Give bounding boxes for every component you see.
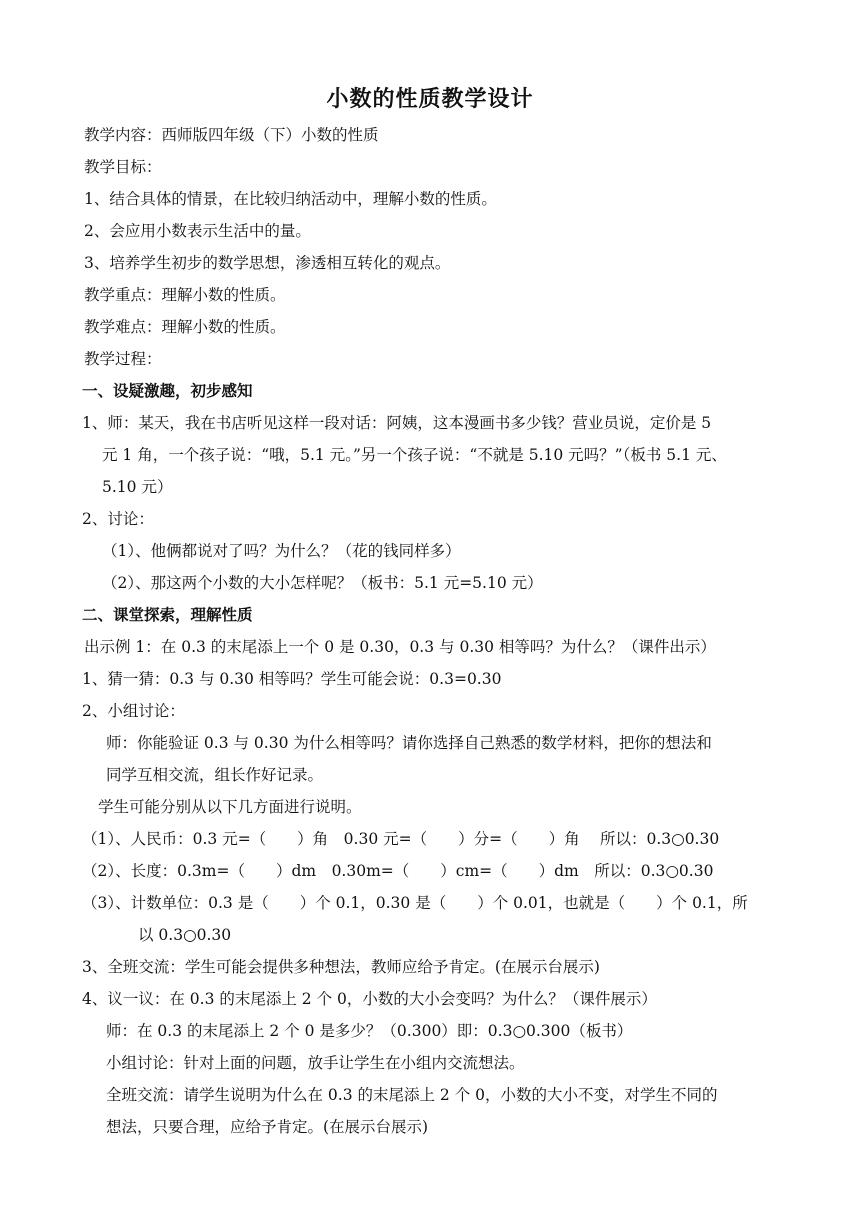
paragraph-line: 想法，只要合理，应给予肯定。(在展示台展示) bbox=[106, 1118, 429, 1136]
paragraph-line: 4、议一议：在 0.3 的末尾添上 2 个 0，小数的大小会变吗？为什么？（课件展示） bbox=[82, 990, 657, 1008]
section-heading: 一、设疑激趣，初步感知 bbox=[82, 382, 253, 400]
method-line: （1）、人民币：0.3 元=（ ）角 0.30 元=（ ）分=（ ）角 所以：0.3○0.30 bbox=[82, 830, 720, 848]
paragraph-line: 元 1 角，一个孩子说：“哦，5.1 元。”另一个孩子说：“不就是 5.10 元吗？”（板书 5.1 元、 bbox=[102, 446, 727, 464]
paragraph-line: 全班交流：请学生说明为什么在 0.3 的末尾添上 2 个 0，小数的大小不变，对学生不同的 bbox=[106, 1086, 718, 1104]
section-heading: 二、课堂探索，理解性质 bbox=[82, 606, 253, 624]
process-heading: 教学过程： bbox=[84, 350, 162, 368]
method-line: 以 0.3○0.30 bbox=[138, 926, 232, 944]
paragraph-line: 学生可能分别从以下几方面进行说明。 bbox=[98, 798, 362, 816]
teaching-goals-heading: 教学目标： bbox=[84, 158, 162, 176]
question-line: （2）、那这两个小数的大小怎样呢？（板书：5.1 元=5.10 元） bbox=[102, 574, 543, 592]
paragraph-line: 1、师：某天，我在书店听见这样一段对话：阿姨，这本漫画书多少钱？营业员说，定价是 5 bbox=[82, 414, 712, 432]
paragraph-line: 师：在 0.3 的末尾添上 2 个 0 是多少？（0.300）即：0.3○0.300（板书） bbox=[106, 1022, 633, 1040]
goal-item: 2、会应用小数表示生活中的量。 bbox=[84, 222, 311, 240]
paragraph-line: 同学互相交流，组长作好记录。 bbox=[106, 766, 324, 784]
paragraph-line: 小组讨论：针对上面的问题，放手让学生在小组内交流想法。 bbox=[106, 1054, 525, 1072]
paragraph-line: 2、讨论： bbox=[82, 510, 154, 528]
question-line: （1）、他俩都说对了吗？为什么？（花的钱同样多） bbox=[102, 542, 461, 560]
document-title: 小数的性质教学设计 bbox=[326, 87, 534, 112]
paragraph-line: 3、全班交流：学生可能会提供多种想法，教师应给予肯定。(在展示台展示) bbox=[82, 958, 600, 976]
method-line: （2）、长度：0.3m=（ ）dm 0.30m=（ ）cm=（ ）dm 所以：0.3○0.30 bbox=[82, 862, 714, 880]
difficulty-line: 教学难点：理解小数的性质。 bbox=[84, 318, 286, 336]
paragraph-line: 1、猜一猜：0.3 与 0.30 相等吗？学生可能会说：0.3=0.30 bbox=[82, 670, 502, 688]
method-line: （3）、计数单位：0.3 是（ ）个 0.1，0.30 是（ ）个 0.01，也就是（ ）个 0.1，所 bbox=[82, 894, 748, 912]
paragraph-line: 师：你能验证 0.3 与 0.30 为什么相等吗？请你选择自己熟悉的数学材料，把你的想法和 bbox=[106, 734, 712, 752]
paragraph-line: 2、小组讨论： bbox=[82, 702, 185, 720]
example-line: 出示例 1：在 0.3 的末尾添上一个 0 是 0.30，0.3 与 0.30 相等吗？为什么？（课件出示） bbox=[84, 638, 716, 656]
paragraph-line: 5.10 元） bbox=[102, 478, 173, 496]
goal-item: 1、结合具体的情景，在比较归纳活动中，理解小数的性质。 bbox=[84, 190, 497, 208]
teaching-content-line: 教学内容：西师版四年级（下）小数的性质 bbox=[84, 126, 379, 144]
goal-item: 3、培养学生初步的数学思想，渗透相互转化的观点。 bbox=[84, 254, 451, 272]
key-point-line: 教学重点：理解小数的性质。 bbox=[84, 286, 286, 304]
